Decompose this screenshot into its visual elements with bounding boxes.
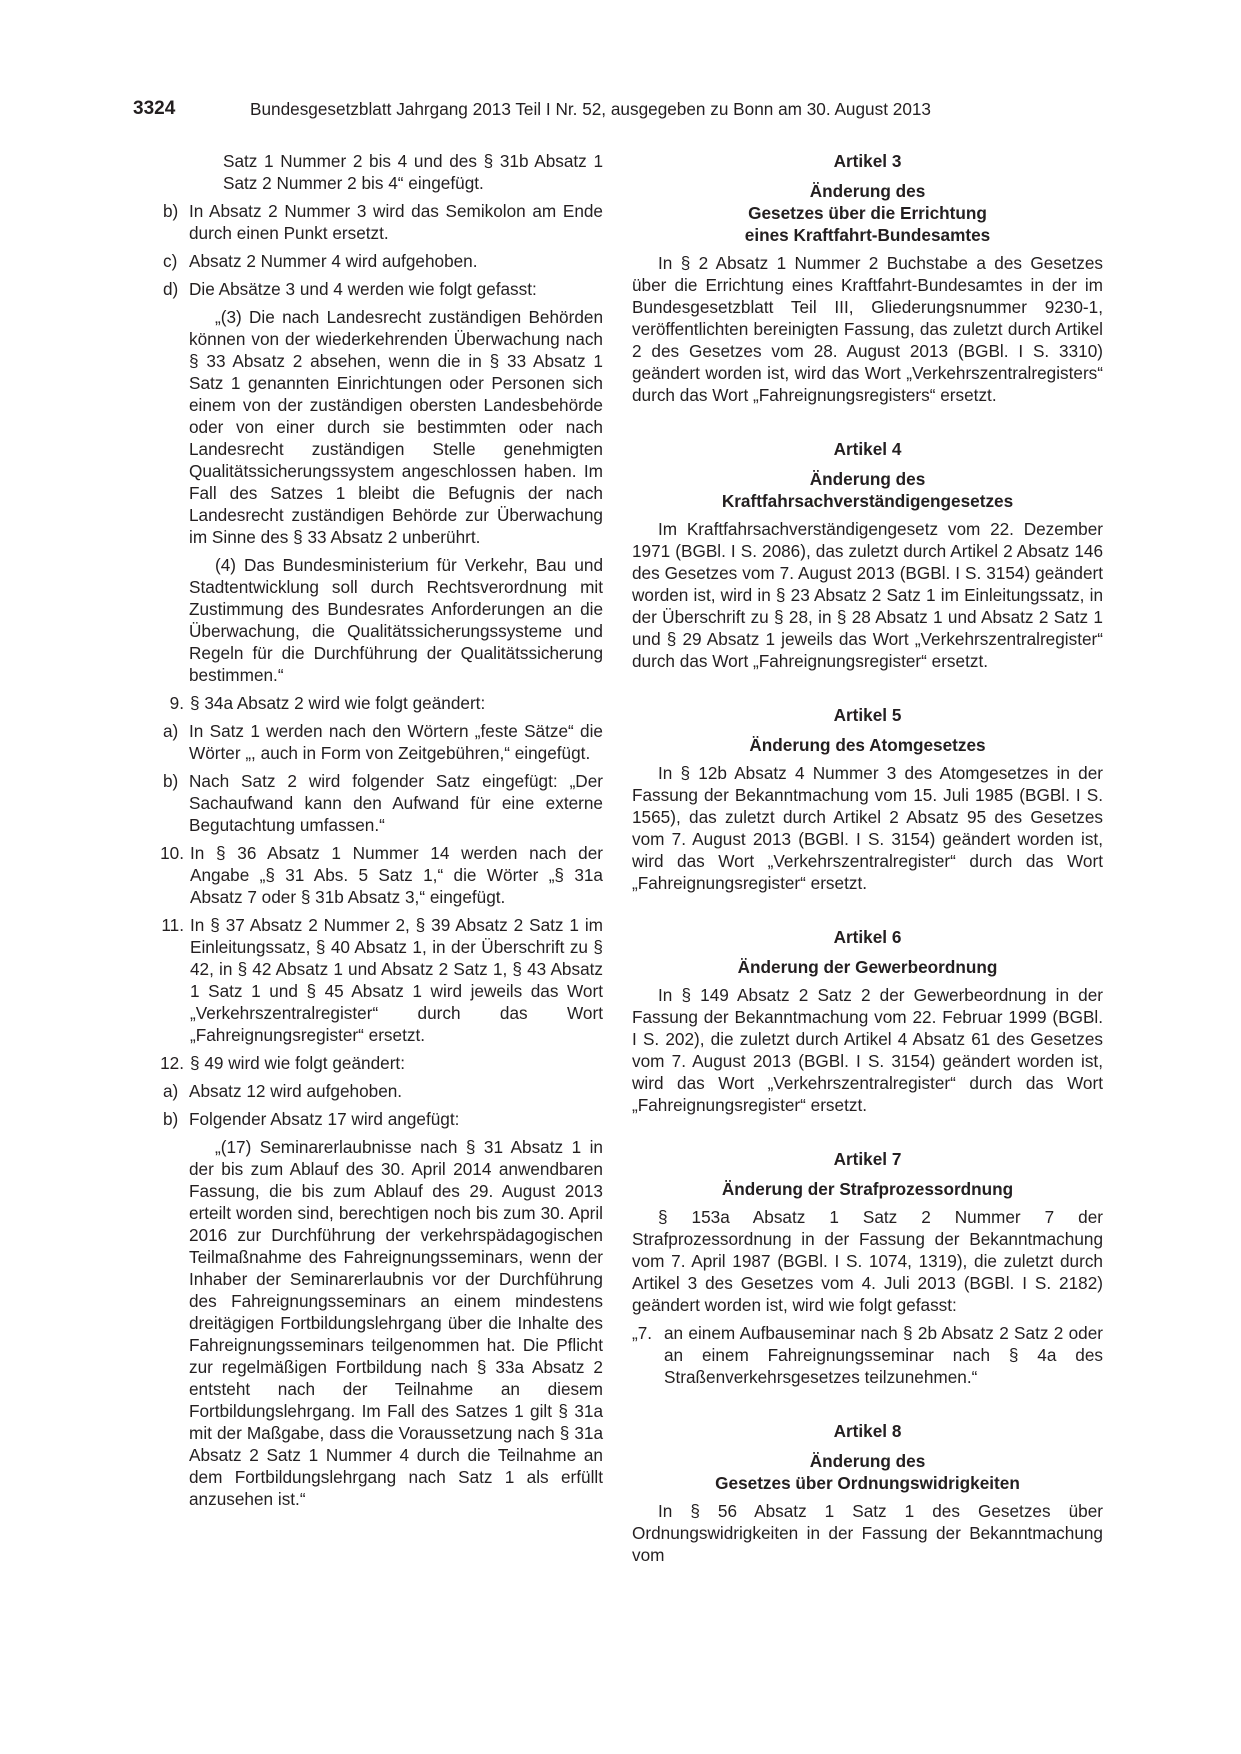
article-title-line: Änderung des bbox=[809, 469, 926, 489]
article-title-line: Änderung der Gewerbeordnung bbox=[737, 957, 998, 977]
article-title-line: Änderung des bbox=[809, 1451, 926, 1471]
article-title-line: Änderung des Atomgesetzes bbox=[749, 735, 986, 755]
left-column bbox=[133, 150, 603, 1510]
quoted-paragraphs bbox=[189, 306, 603, 686]
quoted-paragraph-17 bbox=[189, 1136, 603, 1510]
list-text: Absatz 2 Nummer 4 wird aufgehoben. bbox=[189, 251, 478, 271]
article-body: Im Kraftfahrsachverständigengesetz vom 22. Dezember 1971 (BGBl. I S. 2086), das zuletzt durch Artikel 2 Absatz 146 des Gesetzes vom 7. August 2013 (BGBl. I S. 3154) geändert worden ist, wird in § 23 Absatz 2 Satz 1 im Einleitungssatz, in der Überschrift zu § 28, in § 28 Absatz 1 und Absatz 2 Satz 1 und § 29 Absatz 1 jeweils das Wort „Verkehrszentralregister“ durch das Wort „Fahreignungsregister“ ersetzt. bbox=[632, 519, 1103, 671]
article-3 bbox=[632, 150, 1103, 406]
article-number: Artikel 5 bbox=[833, 705, 902, 725]
list-text: Absatz 12 wird aufgehoben. bbox=[189, 1081, 403, 1101]
page-header bbox=[0, 98, 1241, 126]
list-label: c) bbox=[163, 251, 178, 271]
list-item-b bbox=[163, 200, 603, 244]
article-8 bbox=[632, 1420, 1103, 1566]
page-number: 3324 bbox=[133, 98, 176, 119]
list-label: b) bbox=[163, 771, 179, 791]
article-number: Artikel 4 bbox=[833, 439, 902, 459]
continued-text: Satz 1 Nummer 2 bis 4 und des § 31b Absatz 1 Satz 2 Nummer 2 bis 4“ eingefügt. bbox=[223, 151, 603, 193]
article-body: § 153a Absatz 1 Satz 2 Nummer 7 der Strafprozessordnung in der Fassung der Bekanntmachung vom 7. April 1987 (BGBl. I S. 1074, 1319), die zuletzt durch Artikel 3 des Gesetzes vom 4. Juli 2013 (BGBl. I S. 2182) geändert worden ist, wird wie folgt gefasst: bbox=[632, 1207, 1103, 1315]
list-label: d) bbox=[163, 279, 179, 299]
article-5 bbox=[632, 704, 1103, 894]
list-text: Folgender Absatz 17 wird angefügt: bbox=[189, 1109, 460, 1129]
list-label: b) bbox=[163, 1109, 179, 1129]
quote-text: an einem Aufbauseminar nach § 2b Absatz 2 Satz 2 oder an einem Fahreignungsseminar nach § 4a des Straßenverkehrsgesetzes teilzunehmen.“ bbox=[664, 1323, 1103, 1387]
article-4 bbox=[632, 438, 1103, 672]
article-quote-item bbox=[632, 1322, 1103, 1388]
article-title-line: Kraftfahrsachverständigengesetzes bbox=[721, 491, 1014, 511]
article-number: Artikel 6 bbox=[833, 927, 902, 947]
list-item-12b bbox=[163, 1108, 603, 1130]
list-label: 12. bbox=[160, 1053, 184, 1073]
list-text: In § 37 Absatz 2 Nummer 2, § 39 Absatz 2 Satz 1 im Einleitungssatz, § 40 Absatz 1, in der Überschrift zu § 42, in § 42 Absatz 1 und Absatz 2 Satz 1, § 43 Absatz 1 Satz 1 und § 45 Absatz 1 wird jeweils das Wort „Verkehrszentralregister“ durch das Wort „Fahreignungsregister“ ersetzt. bbox=[190, 915, 603, 1045]
quote-paragraph-3: „(3) Die nach Landesrecht zuständigen Behörden können von der wiederkehrenden Überwachung nach § 33 Absatz 2 absehen, wenn die in § 33 Absatz 1 Satz 1 genannten Einrichtungen oder Personen sich einem von der zuständigen obersten Landesbehörde oder von einer durch sie bestimmten oder nach Landesrecht zuständigen Stelle genehmigten Qualitätssicherungssystem angeschlossen haben. Im Fall des Satzes 1 bleibt die Befugnis der nach Landesrecht zuständigen Behörde zur Überwachung im Sinne des § 33 Absatz 2 unberührt. bbox=[189, 307, 603, 547]
quote-paragraph-4: (4) Das Bundesministerium für Verkehr, Bau und Stadtentwicklung soll durch Rechtsverordnung mit Zustimmung des Bundesrates Anforderungen an die Überwachung, die Qualitätssicherungssysteme und Regeln für die Durchführung der Qualitätssicherung bestimmen.“ bbox=[189, 555, 603, 685]
list-text: § 34a Absatz 2 wird wie folgt geändert: bbox=[190, 693, 486, 713]
list-text: In Satz 1 werden nach den Wörtern „feste Sätze“ die Wörter „, auch in Form von Zeitgebühren,“ eingefügt. bbox=[189, 721, 603, 763]
quote-label: „7. bbox=[632, 1323, 653, 1343]
article-title-line: Änderung der Strafprozessordnung bbox=[721, 1179, 1014, 1199]
list-label: a) bbox=[163, 1081, 179, 1101]
list-text: § 49 wird wie folgt geändert: bbox=[190, 1053, 405, 1073]
article-title-line: Gesetzes über Ordnungswidrigkeiten bbox=[715, 1473, 1020, 1493]
article-number: Artikel 8 bbox=[833, 1421, 902, 1441]
article-body: In § 149 Absatz 2 Satz 2 der Gewerbeordnung in der Fassung der Bekanntmachung vom 22. Februar 1999 (BGBl. I S. 202), die zuletzt durch Artikel 4 Absatz 61 des Gesetzes vom 7. August 2013 (BGBl. I S. 3154) geändert worden ist, wird das Wort „Verkehrszentralregister“ durch das Wort „Fahreignungsregister“ ersetzt. bbox=[632, 985, 1103, 1115]
article-body: In § 2 Absatz 1 Nummer 2 Buchstabe a des Gesetzes über die Errichtung eines Kraftfahrt-Bundesamtes in der im Bundesgesetzblatt Teil III, Gliederungsnummer 9230-1, veröffentlichten bereinigten Fassung, das zuletzt durch Artikel 2 des Gesetzes vom 28. August 2013 (BGBl. I S. 3310) geändert worden ist, wird das Wort „Verkehrszentralregisters“ durch das Wort „Fahreignungsregisters“ ersetzt. bbox=[632, 253, 1103, 405]
list-text: Nach Satz 2 wird folgender Satz eingefügt: „Der Sachaufwand kann den Aufwand für eine externe Begutachtung umfassen.“ bbox=[189, 771, 603, 835]
list-label: 9. bbox=[169, 693, 184, 713]
article-number: Artikel 3 bbox=[833, 151, 902, 171]
list-item-12 bbox=[133, 1052, 603, 1074]
running-title: Bundesgesetzblatt Jahrgang 2013 Teil I Nr. 52, ausgegeben zu Bonn am 30. August 2013 bbox=[250, 99, 931, 119]
list-item-9 bbox=[133, 692, 603, 714]
list-label: 10. bbox=[160, 843, 184, 863]
article-number: Artikel 7 bbox=[833, 1149, 902, 1169]
article-title-line: Gesetzes über die Errichtung bbox=[748, 203, 987, 223]
list-text: Die Absätze 3 und 4 werden wie folgt gefasst: bbox=[189, 279, 537, 299]
right-column bbox=[632, 150, 1103, 1566]
list-item-10 bbox=[133, 842, 603, 908]
list-label: 11. bbox=[161, 915, 184, 935]
list-item-d bbox=[163, 278, 603, 300]
quote-paragraph-17: „(17) Seminarerlaubnisse nach § 31 Absatz 1 in der bis zum Ablauf des 30. April 2014 anwendbaren Fassung, die bis zum Ablauf des 29. August 2013 erteilt worden sind, berechtigen noch bis zum 30. April 2016 zur Durchführung der verkehrspädagogischen Teilmaßnahme des Fahreignungsseminars, wenn der Inhaber der Seminarerlaubnis vor der Durchführung des Fahreignungsseminars an einem mindestens dreitägigen Fortbildungslehrgang über die Inhalte des Fahreignungsseminars teilgenommen hat. Die Pflicht zur regelmäßigen Fortbildung nach § 33a Absatz 2 entsteht nach der Teilnahme an diesem Fortbildungslehrgang. Im Fall des Satzes 1 gilt § 31a mit der Maßgabe, dass die Voraussetzung nach § 31a Absatz 2 Satz 1 Nummer 4 durch die Teilnahme an dem Fortbildungslehrgang nach Satz 1 als erfüllt anzusehen ist.“ bbox=[189, 1137, 603, 1509]
list-text: In Absatz 2 Nummer 3 wird das Semikolon am Ende durch einen Punkt ersetzt. bbox=[189, 201, 603, 243]
article-title-line: eines Kraftfahrt-Bundesamtes bbox=[744, 225, 991, 245]
list-text: In § 36 Absatz 1 Nummer 14 werden nach der Angabe „§ 31 Abs. 5 Satz 1,“ die Wörter „§ 31a Absatz 7 oder § 31b Absatz 3,“ eingefügt. bbox=[190, 843, 603, 907]
list-label: a) bbox=[163, 721, 179, 741]
list-label: b) bbox=[163, 201, 179, 221]
list-item-9a bbox=[163, 720, 603, 764]
article-body: In § 12b Absatz 4 Nummer 3 des Atomgesetzes in der Fassung der Bekanntmachung vom 15. Juli 1985 (BGBl. I S. 1565), das zuletzt durch Artikel 2 Absatz 95 des Gesetzes vom 7. August 2013 (BGBl. I S. 3154) geändert worden ist, wird das Wort „Verkehrszentralregister“ durch das Wort „Fahreignungsregister“ ersetzt. bbox=[632, 763, 1103, 893]
list-item-c bbox=[163, 250, 603, 272]
article-6 bbox=[632, 926, 1103, 1116]
article-body: In § 56 Absatz 1 Satz 1 des Gesetzes über Ordnungswidrigkeiten in der Fassung der Bekanntmachung vom bbox=[632, 1501, 1103, 1565]
article-title-line: Änderung des bbox=[809, 181, 926, 201]
list-item-12a bbox=[163, 1080, 603, 1102]
list-item-11 bbox=[133, 914, 603, 1046]
article-7 bbox=[632, 1148, 1103, 1388]
list-item-9b bbox=[163, 770, 603, 836]
